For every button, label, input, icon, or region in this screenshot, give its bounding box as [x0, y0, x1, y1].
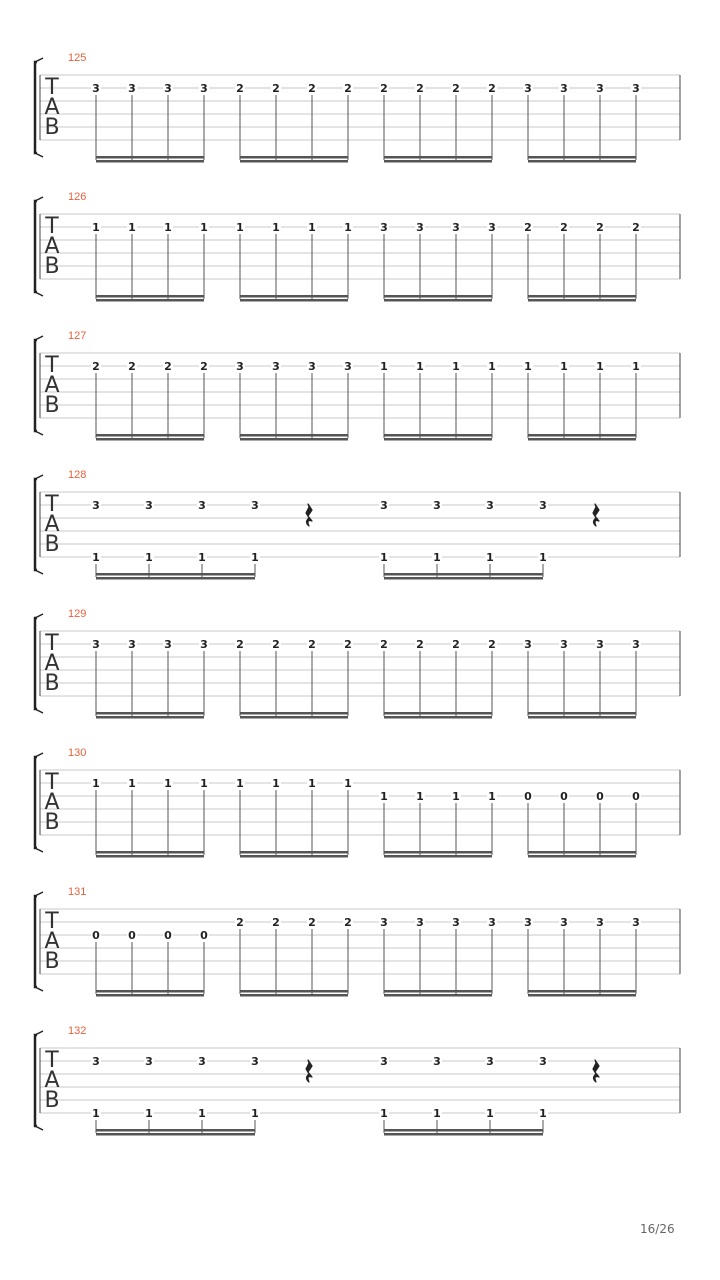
tab-system-125: [35, 52, 680, 163]
fret-number: 0: [524, 790, 532, 803]
tab-clef-letter: B: [44, 115, 60, 140]
fret-number: 3: [92, 499, 100, 512]
beam-secondary: [240, 716, 348, 719]
fret-number: 1: [164, 221, 172, 234]
beam-primary: [528, 295, 636, 298]
beam-secondary: [96, 1133, 255, 1136]
fret-number: 2: [344, 916, 352, 929]
tab-clef-letter: A: [44, 1068, 60, 1093]
beam-primary: [240, 712, 348, 715]
system-bracket: [35, 201, 37, 292]
fret-number: 3: [380, 499, 388, 512]
fret-number: 0: [632, 790, 640, 803]
beam-primary: [240, 990, 348, 993]
tab-clef-letter: T: [45, 75, 59, 100]
measure-number: 131: [68, 886, 87, 898]
fret-number: 1: [416, 360, 424, 373]
beam-primary: [528, 712, 636, 715]
fret-number: 2: [308, 82, 316, 95]
fret-number: 1: [92, 1107, 100, 1120]
fret-number: 3: [128, 82, 136, 95]
fret-number: 3: [560, 82, 568, 95]
fret-number: 3: [416, 221, 424, 234]
fret-number: 1: [488, 360, 496, 373]
fret-number: 3: [524, 82, 532, 95]
measure-number: 127: [68, 330, 87, 342]
fret-number: 1: [128, 777, 136, 790]
fret-number: 1: [236, 221, 244, 234]
fret-number: 1: [128, 221, 136, 234]
beam-primary: [240, 156, 348, 159]
fret-number: 1: [452, 360, 460, 373]
fret-number: 1: [145, 551, 153, 564]
fret-number: 1: [596, 360, 604, 373]
beam-secondary: [96, 716, 204, 719]
fret-number: 3: [198, 499, 206, 512]
fret-number: 1: [344, 777, 352, 790]
fret-number: 3: [632, 82, 640, 95]
beam-secondary: [384, 1133, 543, 1136]
tab-clef-letter: B: [44, 532, 60, 557]
fret-number: 3: [524, 638, 532, 651]
fret-number: 3: [164, 638, 172, 651]
fret-number: 1: [380, 1107, 388, 1120]
fret-number: 3: [251, 1055, 259, 1068]
fret-number: 3: [145, 499, 153, 512]
beam-primary: [240, 434, 348, 437]
fret-number: 2: [236, 638, 244, 651]
beam-primary: [96, 295, 204, 298]
tab-clef-letter: A: [44, 373, 60, 398]
tab-clef-letter: T: [45, 492, 59, 517]
fret-number: 1: [632, 360, 640, 373]
fret-number: 2: [308, 916, 316, 929]
fret-number: 2: [560, 221, 568, 234]
tab-clef-letter: B: [44, 254, 60, 279]
beam-primary: [528, 851, 636, 854]
fret-number: 2: [596, 221, 604, 234]
fret-number: 3: [560, 916, 568, 929]
beam-primary: [384, 990, 492, 993]
measure-number: 125: [68, 52, 87, 64]
fret-number: 3: [236, 360, 244, 373]
page-number: 16/26: [640, 1222, 675, 1236]
tab-clef-letter: A: [44, 651, 60, 676]
quarter-rest: [306, 1060, 312, 1082]
tab-clef-letter: A: [44, 234, 60, 259]
system-bracket: [35, 340, 37, 431]
fret-number: 3: [380, 916, 388, 929]
fret-number: 2: [524, 221, 532, 234]
beam-secondary: [96, 160, 204, 163]
beam-secondary: [384, 716, 492, 719]
tab-system-130: [35, 747, 680, 858]
fret-number: 2: [236, 916, 244, 929]
fret-number: 1: [198, 1107, 206, 1120]
fret-number: 3: [452, 221, 460, 234]
fret-number: 1: [92, 777, 100, 790]
fret-number: 3: [632, 638, 640, 651]
system-bracket: [35, 479, 37, 570]
tab-clef-letter: B: [44, 1088, 60, 1113]
fret-number: 0: [128, 929, 136, 942]
beam-primary: [384, 434, 492, 437]
fret-number: 2: [488, 638, 496, 651]
fret-number: 3: [488, 916, 496, 929]
beam-secondary: [528, 855, 636, 858]
fret-number: 3: [198, 1055, 206, 1068]
beam-primary: [96, 434, 204, 437]
measure-number: 128: [68, 469, 87, 481]
tab-system-126: [35, 191, 680, 302]
fret-number: 2: [344, 82, 352, 95]
fret-number: 0: [200, 929, 208, 942]
fret-number: 0: [164, 929, 172, 942]
beam-secondary: [240, 994, 348, 997]
fret-number: 2: [344, 638, 352, 651]
system-bracket: [35, 757, 37, 848]
beam-primary: [528, 156, 636, 159]
beam-primary: [384, 712, 492, 715]
fret-number: 3: [92, 1055, 100, 1068]
fret-number: 2: [488, 82, 496, 95]
fret-number: 2: [416, 638, 424, 651]
beam-primary: [528, 434, 636, 437]
fret-number: 0: [560, 790, 568, 803]
fret-number: 2: [200, 360, 208, 373]
fret-number: 2: [272, 638, 280, 651]
fret-number: 3: [145, 1055, 153, 1068]
fret-number: 1: [433, 551, 441, 564]
fret-number: 1: [380, 551, 388, 564]
fret-number: 3: [128, 638, 136, 651]
tab-clef-letter: T: [45, 770, 59, 795]
fret-number: 3: [560, 638, 568, 651]
fret-number: 2: [92, 360, 100, 373]
tab-system-127: [35, 330, 680, 441]
tab-clef-letter: B: [44, 810, 60, 835]
fret-number: 1: [344, 221, 352, 234]
beam-primary: [384, 156, 492, 159]
beam-primary: [240, 295, 348, 298]
fret-number: 3: [433, 1055, 441, 1068]
fret-number: 1: [380, 360, 388, 373]
fret-number: 1: [92, 221, 100, 234]
beam-secondary: [96, 438, 204, 441]
measure-number: 129: [68, 608, 87, 620]
fret-number: 3: [433, 499, 441, 512]
fret-number: 3: [486, 499, 494, 512]
beam-secondary: [240, 438, 348, 441]
fret-number: 1: [486, 1107, 494, 1120]
fret-number: 3: [488, 221, 496, 234]
tab-clef-letter: A: [44, 512, 60, 537]
beam-secondary: [384, 577, 543, 580]
tab-clef-letter: T: [45, 909, 59, 934]
beam-primary: [96, 156, 204, 159]
fret-number: 3: [596, 82, 604, 95]
beam-secondary: [384, 438, 492, 441]
beam-secondary: [528, 716, 636, 719]
tab-clef-letter: A: [44, 790, 60, 815]
fret-number: 3: [596, 916, 604, 929]
tab-clef-letter: T: [45, 214, 59, 239]
tab-system-129: [35, 608, 680, 719]
fret-number: 1: [486, 551, 494, 564]
measure-number: 132: [68, 1025, 87, 1037]
fret-number: 1: [145, 1107, 153, 1120]
quarter-rest: [593, 1060, 599, 1082]
fret-number: 3: [596, 638, 604, 651]
tab-clef-letter: B: [44, 949, 60, 974]
beam-secondary: [384, 994, 492, 997]
fret-number: 1: [92, 551, 100, 564]
fret-number: 3: [632, 916, 640, 929]
beam-primary: [240, 851, 348, 854]
fret-number: 2: [452, 638, 460, 651]
tab-system-132: [35, 1025, 680, 1136]
fret-number: 2: [380, 82, 388, 95]
tab-clef-letter: A: [44, 95, 60, 120]
beam-secondary: [384, 855, 492, 858]
beam-primary: [528, 990, 636, 993]
beam-primary: [384, 1129, 543, 1132]
fret-number: 1: [539, 1107, 547, 1120]
fret-number: 3: [344, 360, 352, 373]
fret-number: 1: [200, 777, 208, 790]
fret-number: 1: [236, 777, 244, 790]
fret-number: 3: [452, 916, 460, 929]
beam-primary: [384, 573, 543, 576]
fret-number: 1: [251, 1107, 259, 1120]
fret-number: 1: [198, 551, 206, 564]
fret-number: 1: [488, 790, 496, 803]
fret-number: 3: [200, 638, 208, 651]
tab-clef-letter: T: [45, 631, 59, 656]
fret-number: 2: [416, 82, 424, 95]
fret-number: 3: [380, 221, 388, 234]
fret-number: 1: [308, 221, 316, 234]
fret-number: 3: [524, 916, 532, 929]
fret-number: 1: [539, 551, 547, 564]
beam-secondary: [240, 299, 348, 302]
fret-number: 3: [539, 499, 547, 512]
fret-number: 2: [308, 638, 316, 651]
quarter-rest: [593, 504, 599, 526]
fret-number: 2: [236, 82, 244, 95]
fret-number: 3: [486, 1055, 494, 1068]
beam-secondary: [96, 994, 204, 997]
beam-primary: [96, 573, 255, 576]
fret-number: 1: [272, 221, 280, 234]
fret-number: 1: [251, 551, 259, 564]
beam-secondary: [240, 855, 348, 858]
fret-number: 0: [92, 929, 100, 942]
fret-number: 1: [416, 790, 424, 803]
fret-number: 3: [251, 499, 259, 512]
fret-number: 3: [164, 82, 172, 95]
fret-number: 2: [128, 360, 136, 373]
beam-secondary: [96, 299, 204, 302]
tab-clef-letter: B: [44, 393, 60, 418]
fret-number: 3: [200, 82, 208, 95]
beam-primary: [96, 851, 204, 854]
tab-clef-letter: B: [44, 671, 60, 696]
beam-secondary: [528, 994, 636, 997]
fret-number: 2: [272, 82, 280, 95]
fret-number: 1: [433, 1107, 441, 1120]
fret-number: 3: [92, 82, 100, 95]
fret-number: 1: [308, 777, 316, 790]
beam-secondary: [384, 160, 492, 163]
beam-secondary: [528, 299, 636, 302]
fret-number: 3: [272, 360, 280, 373]
beam-primary: [384, 295, 492, 298]
fret-number: 3: [539, 1055, 547, 1068]
fret-number: 1: [560, 360, 568, 373]
beam-secondary: [384, 299, 492, 302]
system-bracket: [35, 618, 37, 709]
measure-number: 126: [68, 191, 87, 203]
fret-number: 1: [452, 790, 460, 803]
beam-primary: [96, 990, 204, 993]
beam-primary: [96, 712, 204, 715]
beam-secondary: [96, 855, 204, 858]
fret-number: 1: [200, 221, 208, 234]
tab-clef-letter: T: [45, 1048, 59, 1073]
system-bracket: [35, 896, 37, 987]
quarter-rest: [306, 504, 312, 526]
fret-number: 0: [596, 790, 604, 803]
beam-primary: [96, 1129, 255, 1132]
fret-number: 2: [272, 916, 280, 929]
beam-secondary: [528, 160, 636, 163]
fret-number: 3: [416, 916, 424, 929]
fret-number: 1: [164, 777, 172, 790]
beam-secondary: [528, 438, 636, 441]
fret-number: 1: [524, 360, 532, 373]
fret-number: 2: [632, 221, 640, 234]
fret-number: 3: [308, 360, 316, 373]
fret-number: 2: [452, 82, 460, 95]
beam-secondary: [96, 577, 255, 580]
fret-number: 1: [380, 790, 388, 803]
system-bracket: [35, 1035, 37, 1126]
tab-clef-letter: T: [45, 353, 59, 378]
beam-primary: [384, 851, 492, 854]
tab-clef-letter: A: [44, 929, 60, 954]
fret-number: 3: [92, 638, 100, 651]
fret-number: 3: [380, 1055, 388, 1068]
beam-secondary: [240, 160, 348, 163]
measure-number: 130: [68, 747, 87, 759]
fret-number: 1: [272, 777, 280, 790]
fret-number: 2: [164, 360, 172, 373]
tab-system-131: [35, 886, 680, 997]
tab-system-128: [35, 469, 680, 580]
fret-number: 2: [380, 638, 388, 651]
system-bracket: [35, 62, 37, 153]
